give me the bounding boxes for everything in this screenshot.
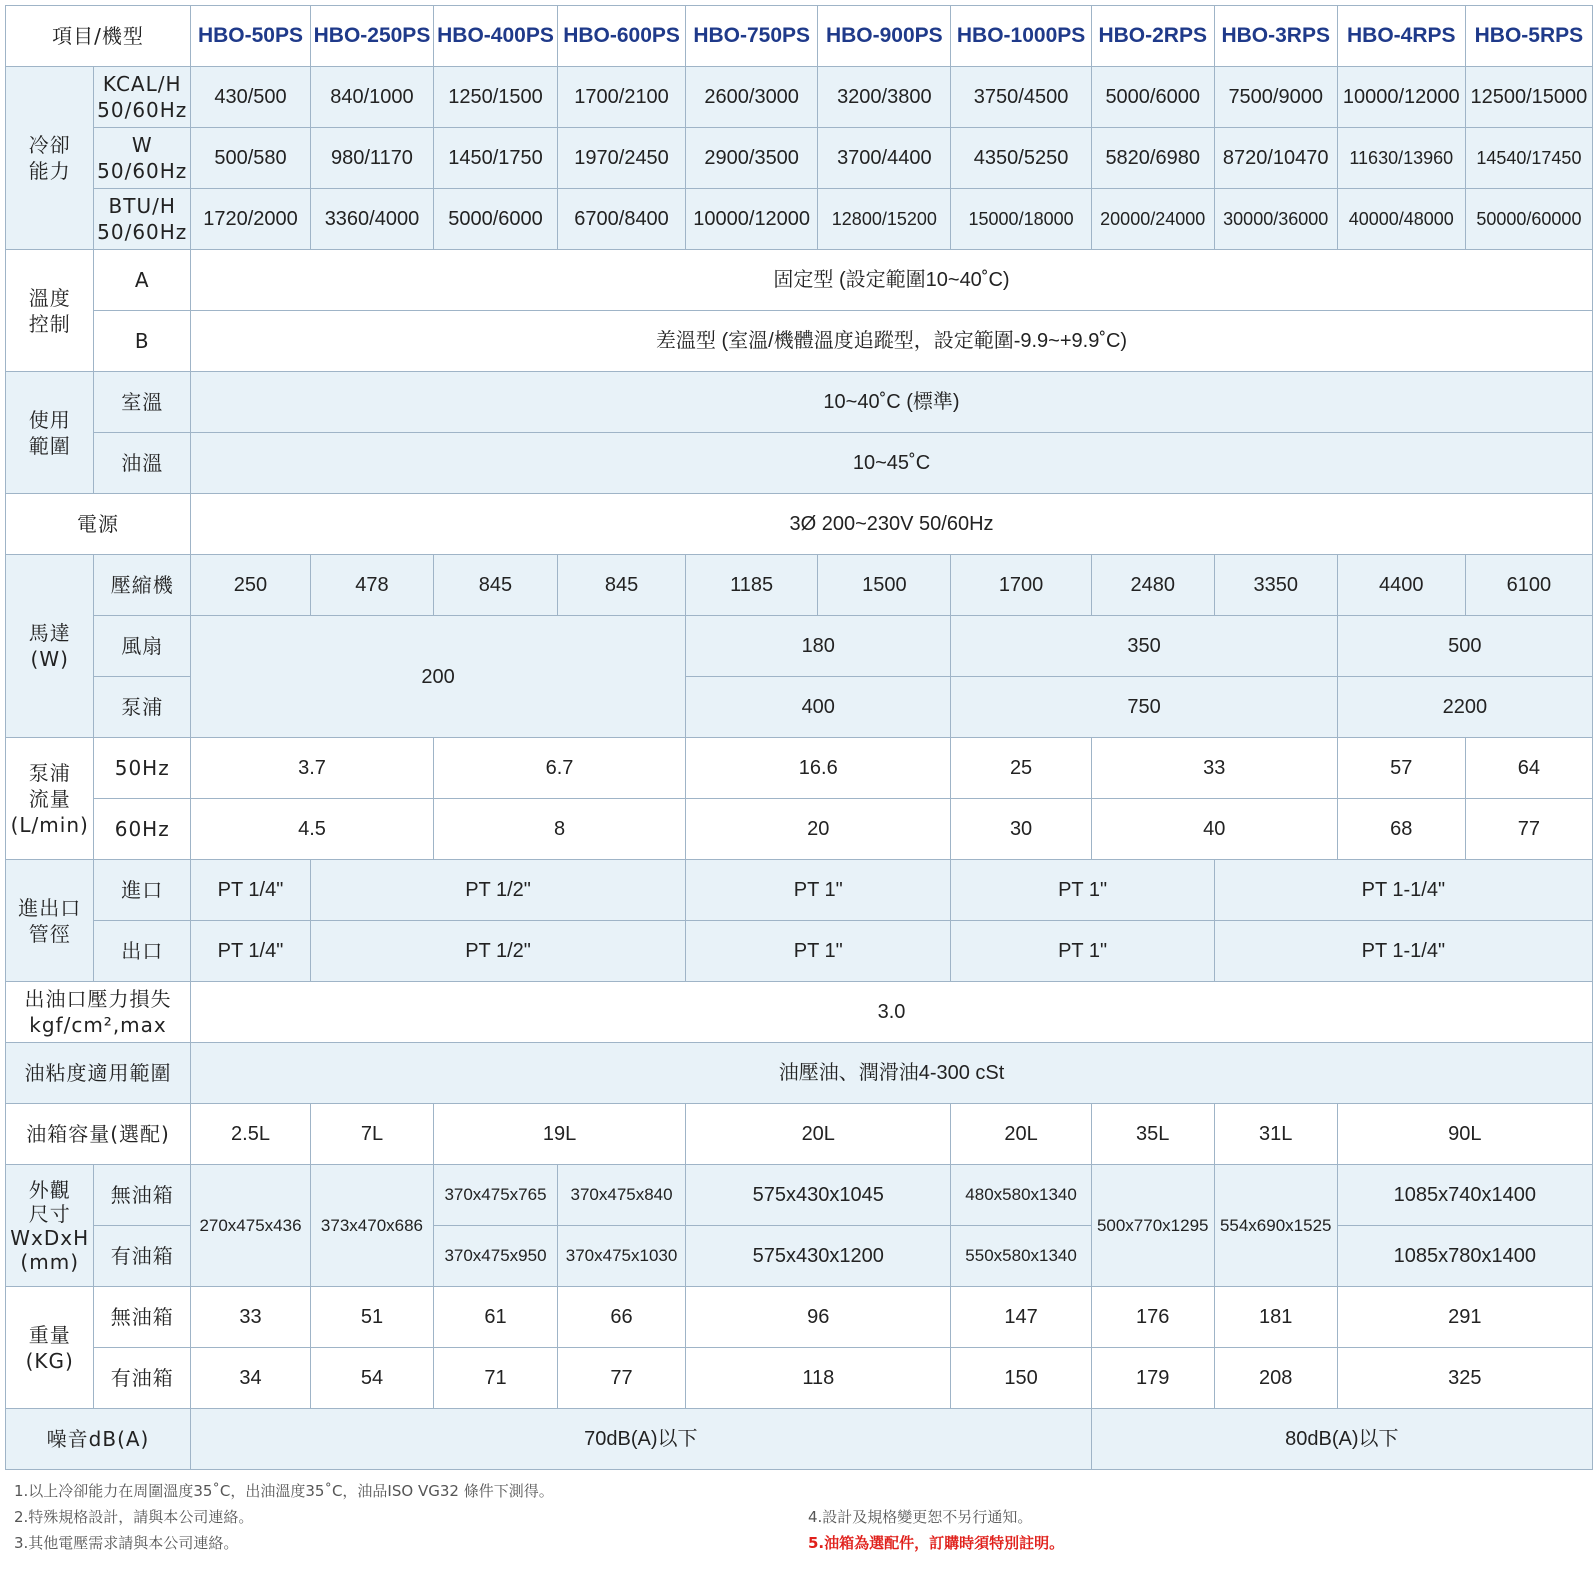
- table-cell: 373x470x686: [310, 1165, 433, 1287]
- table-cell: 19L: [433, 1104, 685, 1165]
- table-cell: 77: [558, 1348, 686, 1409]
- model-header: HBO-2RPS: [1091, 6, 1214, 67]
- model-header: HBO-1000PS: [951, 6, 1091, 67]
- temp-b-value: 差溫型 (室溫/機體溫度追蹤型，設定範圍-9.9~+9.9˚C): [191, 311, 1593, 372]
- table-cell: 15000/18000: [951, 189, 1091, 250]
- header-row: [6, 6, 1593, 67]
- table-cell: 4400: [1337, 555, 1465, 616]
- noise-label: 噪音dB(A): [6, 1409, 191, 1470]
- table-cell: 1085x740x1400: [1337, 1165, 1592, 1226]
- table-cell: 180: [686, 616, 951, 677]
- model-header: HBO-5RPS: [1465, 6, 1592, 67]
- table-cell: 370x475x840: [558, 1165, 686, 1226]
- note-item: 3.其他電壓需求請與本公司連絡。: [14, 1534, 239, 1552]
- table-cell: 1185: [686, 555, 818, 616]
- table-cell: 70dB(A)以下: [191, 1409, 1092, 1470]
- motor-fan-row: [6, 616, 1593, 677]
- table-cell: 14540/17450: [1465, 128, 1592, 189]
- temp-a-value: 固定型 (設定範圍10~40˚C): [191, 250, 1593, 311]
- temp-a-row: [6, 250, 1593, 311]
- cooling-group-label: 冷卻 能力: [6, 67, 94, 250]
- weight-no-tank-label: 無油箱: [94, 1287, 191, 1348]
- model-header: HBO-4RPS: [1337, 6, 1465, 67]
- table-cell: 179: [1091, 1348, 1214, 1409]
- table-cell: 33: [191, 1287, 311, 1348]
- notes-right: [808, 1504, 1064, 1556]
- dims-no-tank-label: 無油箱: [94, 1165, 191, 1226]
- table-cell: 147: [951, 1287, 1091, 1348]
- table-cell: 1085x780x1400: [1337, 1226, 1592, 1287]
- room-temp-label: 室溫: [94, 372, 191, 433]
- table-cell: 6.7: [433, 738, 685, 799]
- table-cell: 5000/6000: [1091, 67, 1214, 128]
- table-cell: 3200/3800: [818, 67, 951, 128]
- table-cell: 2200: [1337, 677, 1592, 738]
- fan-label: 風扇: [94, 616, 191, 677]
- compressor-label: 壓縮機: [94, 555, 191, 616]
- weight-group-label: 重量 (KG): [6, 1287, 94, 1409]
- table-cell: 400: [686, 677, 951, 738]
- model-header: HBO-900PS: [818, 6, 951, 67]
- viscosity-value: 油壓油、潤滑油4-300 cSt: [191, 1043, 1593, 1104]
- table-cell: 71: [433, 1348, 557, 1409]
- model-header: HBO-50PS: [191, 6, 311, 67]
- note-item: 1.以上冷卻能力在周圍溫度35˚C，出油溫度35˚C，油品ISO VG32 條件下測得。: [14, 1482, 554, 1500]
- table-cell: 6100: [1465, 555, 1592, 616]
- table-cell: 33: [1091, 738, 1337, 799]
- use-range-group-label: 使用 範圍: [6, 372, 94, 494]
- table-cell: PT 1": [686, 921, 951, 982]
- table-cell: 325: [1337, 1348, 1592, 1409]
- table-cell: 12800/15200: [818, 189, 951, 250]
- table-cell: 840/1000: [310, 67, 433, 128]
- table-cell: 500: [1337, 616, 1592, 677]
- table-cell: 8: [433, 799, 685, 860]
- temp-b-row: [6, 311, 1593, 372]
- room-temp-value: 10~40˚C (標準): [191, 372, 1593, 433]
- table-cell: 150: [951, 1348, 1091, 1409]
- table-cell: 54: [310, 1348, 433, 1409]
- table-cell: 550x580x1340: [951, 1226, 1091, 1287]
- dims-group-label: 外觀 尺寸 WxDxH (mm): [6, 1165, 94, 1287]
- table-cell: 500x770x1295: [1091, 1165, 1214, 1287]
- temp-control-group-label: 溫度 控制: [6, 250, 94, 372]
- tank-row: [6, 1104, 1593, 1165]
- table-cell: 1500: [818, 555, 951, 616]
- w-label: W 50/60Hz: [94, 128, 191, 189]
- weight-no-tank-row: [6, 1287, 1593, 1348]
- table-cell: 50000/60000: [1465, 189, 1592, 250]
- table-cell: 1700: [951, 555, 1091, 616]
- table-cell: 2900/3500: [686, 128, 818, 189]
- table-cell: 270x475x436: [191, 1165, 311, 1287]
- temp-a-label: A: [94, 250, 191, 311]
- table-cell: 575x430x1200: [686, 1226, 951, 1287]
- table-cell: 30000/36000: [1214, 189, 1337, 250]
- dims-with-tank-label: 有油箱: [94, 1226, 191, 1287]
- table-cell: 2.5L: [191, 1104, 311, 1165]
- model-header: HBO-400PS: [433, 6, 557, 67]
- pipe-outlet-row: [6, 921, 1593, 982]
- table-cell: 7500/9000: [1214, 67, 1337, 128]
- dims-no-tank-row: [6, 1165, 1593, 1226]
- table-cell: PT 1/2": [310, 921, 685, 982]
- table-cell: 2480: [1091, 555, 1214, 616]
- table-cell: PT 1": [951, 860, 1214, 921]
- table-cell: 5820/6980: [1091, 128, 1214, 189]
- model-header: HBO-3RPS: [1214, 6, 1337, 67]
- table-cell: 20000/24000: [1091, 189, 1214, 250]
- table-cell: 61: [433, 1287, 557, 1348]
- power-value: 3Ø 200~230V 50/60Hz: [191, 494, 1593, 555]
- table-cell: 77: [1465, 799, 1592, 860]
- pump-label: 泵浦: [94, 677, 191, 738]
- flow-50hz-label: 50Hz: [94, 738, 191, 799]
- table-cell: 1450/1750: [433, 128, 557, 189]
- flow-group-label: 泵浦 流量 (L/min): [6, 738, 94, 860]
- model-header: HBO-600PS: [558, 6, 686, 67]
- table-cell: 68: [1337, 799, 1465, 860]
- table-cell: 370x475x950: [433, 1226, 557, 1287]
- table-cell: 750: [951, 677, 1337, 738]
- table-cell: 20: [686, 799, 951, 860]
- model-header: HBO-750PS: [686, 6, 818, 67]
- table-cell: PT 1-1/4": [1214, 921, 1592, 982]
- outlet-label: 出口: [94, 921, 191, 982]
- table-cell: 1700/2100: [558, 67, 686, 128]
- oil-temp-label: 油溫: [94, 433, 191, 494]
- table-cell: 12500/15000: [1465, 67, 1592, 128]
- table-cell: 3700/4400: [818, 128, 951, 189]
- pressure-label: 出油口壓力損失 kgf/cm²,max: [6, 982, 191, 1043]
- table-cell: 30: [951, 799, 1091, 860]
- power-row: [6, 494, 1593, 555]
- table-cell: 1970/2450: [558, 128, 686, 189]
- table-cell: 554x690x1525: [1214, 1165, 1337, 1287]
- spec-table: [5, 5, 1593, 1470]
- btu-label: BTU/H 50/60Hz: [94, 189, 191, 250]
- table-cell: 980/1170: [310, 128, 433, 189]
- table-cell: 90L: [1337, 1104, 1592, 1165]
- note-item: 2.特殊規格設計，請與本公司連絡。: [14, 1508, 254, 1526]
- table-cell: 64: [1465, 738, 1592, 799]
- table-cell: 66: [558, 1287, 686, 1348]
- table-cell: 3750/4500: [951, 67, 1091, 128]
- table-cell: 25: [951, 738, 1091, 799]
- table-cell: 118: [686, 1348, 951, 1409]
- weight-with-tank-row: [6, 1348, 1593, 1409]
- table-cell: 8720/10470: [1214, 128, 1337, 189]
- table-cell: PT 1-1/4": [1214, 860, 1592, 921]
- table-cell: 1720/2000: [191, 189, 311, 250]
- table-cell: PT 1": [951, 921, 1214, 982]
- pipe-group-label: 進出口 管徑: [6, 860, 94, 982]
- viscosity-row: [6, 1043, 1593, 1104]
- table-cell: 3.7: [191, 738, 434, 799]
- motor-group-label: 馬達 (W): [6, 555, 94, 738]
- table-cell: 480x580x1340: [951, 1165, 1091, 1226]
- table-cell: 845: [558, 555, 686, 616]
- flow-60hz-label: 60Hz: [94, 799, 191, 860]
- flow-60hz-row: [6, 799, 1593, 860]
- cooling-kcal-row: [6, 67, 1593, 128]
- note-item: 4.設計及規格變更恕不另行通知。: [808, 1508, 1033, 1526]
- table-cell: 16.6: [686, 738, 951, 799]
- table-cell: 370x475x1030: [558, 1226, 686, 1287]
- table-cell: 4350/5250: [951, 128, 1091, 189]
- table-cell: 250: [191, 555, 311, 616]
- table-cell: 40: [1091, 799, 1337, 860]
- flow-50hz-row: [6, 738, 1593, 799]
- table-cell: 2600/3000: [686, 67, 818, 128]
- weight-with-tank-label: 有油箱: [94, 1348, 191, 1409]
- pipe-inlet-row: [6, 860, 1593, 921]
- table-cell: 34: [191, 1348, 311, 1409]
- tank-label: 油箱容量(選配): [6, 1104, 191, 1165]
- table-cell: 96: [686, 1287, 951, 1348]
- table-cell: 35L: [1091, 1104, 1214, 1165]
- table-cell: PT 1": [686, 860, 951, 921]
- table-cell: 478: [310, 555, 433, 616]
- item-model-header: 項目/機型: [6, 6, 191, 67]
- temp-b-label: B: [94, 311, 191, 372]
- use-room-row: [6, 372, 1593, 433]
- table-cell: 291: [1337, 1287, 1592, 1348]
- power-label: 電源: [6, 494, 191, 555]
- table-cell: 20L: [951, 1104, 1091, 1165]
- table-cell: 7L: [310, 1104, 433, 1165]
- pressure-row: [6, 982, 1593, 1043]
- table-cell: PT 1/4": [191, 921, 311, 982]
- use-oil-row: [6, 433, 1593, 494]
- table-cell: 845: [433, 555, 557, 616]
- table-cell: 5000/6000: [433, 189, 557, 250]
- note-item-warning: 5.油箱為選配件，訂購時須特別註明。: [808, 1534, 1065, 1552]
- table-cell: 80dB(A)以下: [1091, 1409, 1592, 1470]
- table-cell: 4.5: [191, 799, 434, 860]
- table-cell: 40000/48000: [1337, 189, 1465, 250]
- table-cell: 11630/13960: [1337, 128, 1465, 189]
- table-cell: 181: [1214, 1287, 1337, 1348]
- table-cell: 10000/12000: [1337, 67, 1465, 128]
- table-cell: 10000/12000: [686, 189, 818, 250]
- table-cell: 350: [951, 616, 1337, 677]
- table-cell: 57: [1337, 738, 1465, 799]
- table-cell: 500/580: [191, 128, 311, 189]
- motor-compressor-row: [6, 555, 1593, 616]
- table-cell: 176: [1091, 1287, 1214, 1348]
- notes-left: [14, 1478, 554, 1556]
- table-cell: PT 1/2": [310, 860, 685, 921]
- table-cell: 51: [310, 1287, 433, 1348]
- oil-temp-value: 10~45˚C: [191, 433, 1593, 494]
- table-cell: 3350: [1214, 555, 1337, 616]
- noise-row: [6, 1409, 1593, 1470]
- table-cell: 575x430x1045: [686, 1165, 951, 1226]
- table-cell: 430/500: [191, 67, 311, 128]
- table-cell: 3360/4000: [310, 189, 433, 250]
- table-cell: 1250/1500: [433, 67, 557, 128]
- fan-pump-shared-value: 200: [191, 616, 686, 738]
- table-cell: 31L: [1214, 1104, 1337, 1165]
- table-cell: 208: [1214, 1348, 1337, 1409]
- table-cell: PT 1/4": [191, 860, 311, 921]
- pressure-value: 3.0: [191, 982, 1593, 1043]
- table-cell: 370x475x765: [433, 1165, 557, 1226]
- table-cell: 6700/8400: [558, 189, 686, 250]
- kcal-label: KCAL/H 50/60Hz: [94, 67, 191, 128]
- cooling-w-row: [6, 128, 1593, 189]
- model-header: HBO-250PS: [310, 6, 433, 67]
- cooling-btu-row: [6, 189, 1593, 250]
- table-cell: 20L: [686, 1104, 951, 1165]
- inlet-label: 進口: [94, 860, 191, 921]
- viscosity-label: 油粘度適用範圍: [6, 1043, 191, 1104]
